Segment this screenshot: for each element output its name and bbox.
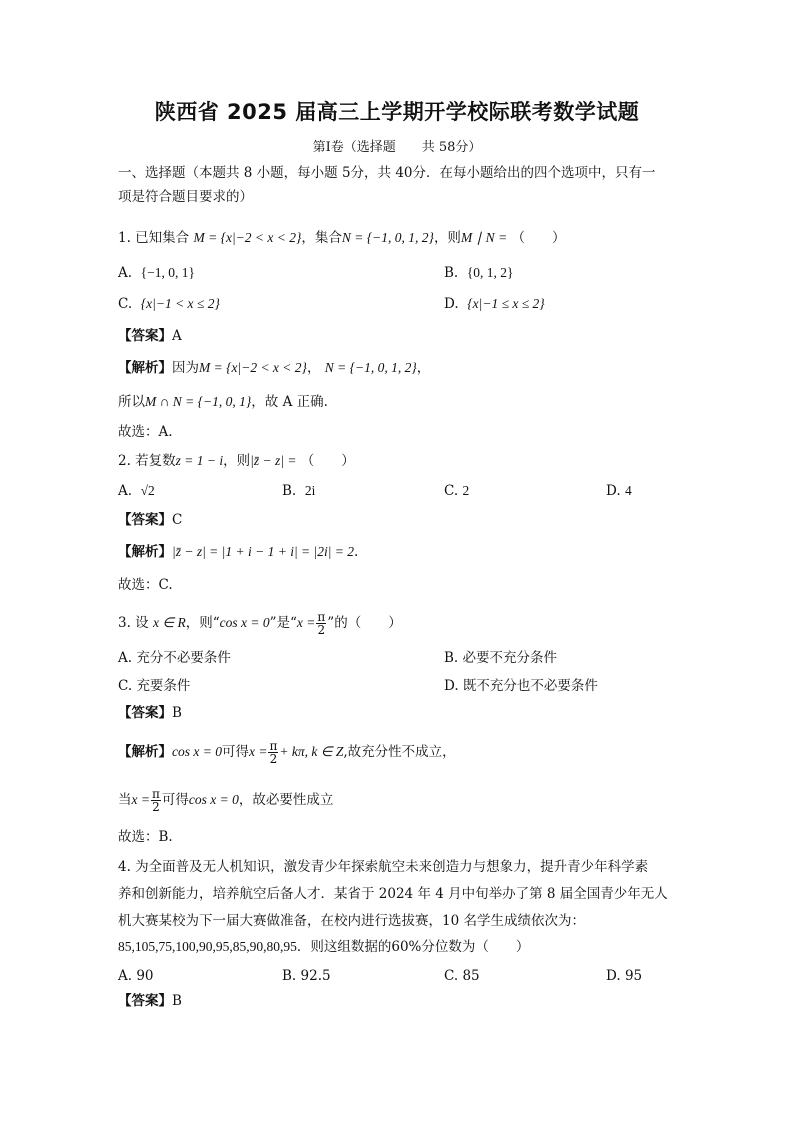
option-text: {0, 1, 2} — [466, 265, 514, 280]
option-label: C. — [444, 968, 459, 984]
q1-conclusion: 故选：A. — [118, 424, 173, 440]
q3-conclusion: 故选：B. — [118, 829, 173, 845]
q2-answer — [118, 510, 182, 530]
q1-paren: （ ） — [511, 230, 566, 246]
q4-line-3: 机大赛某校为下一届大赛做准备，在校内进行选拔赛，10 名学生成绩依次为： — [118, 913, 585, 929]
option-text: 充要条件 — [136, 678, 191, 694]
answer-tag: 【答案】 — [118, 512, 172, 528]
option-label: C. — [118, 296, 133, 312]
q4-option-a — [118, 966, 154, 986]
option-label: A. — [118, 265, 133, 281]
option-text: √2 — [140, 483, 155, 498]
q3-condition: cos x = 0 — [219, 615, 270, 630]
q1-set-M: M = {x|−2 < x < 2} — [193, 230, 302, 245]
option-label: A. — [118, 650, 133, 666]
option-label: B. — [282, 968, 297, 984]
answer-value: A — [172, 328, 182, 344]
option-text: 4 — [624, 483, 632, 498]
q3-analysis-line-1: 【解析】cos x = 0可得x = $\frac{\pi}{2}$ + kπ, k ∈ Z,故充分性不成立， — [118, 739, 456, 766]
answer-value: C — [172, 512, 183, 528]
q2-z-def: z = 1 − i — [175, 453, 224, 468]
q2-analysis: 【解析】|z̄ − z| = |1 + i − 1 + i| = |2i| = 2. — [118, 544, 359, 560]
q3-answer — [118, 703, 182, 723]
q1-analysis-line-2: 所以M ∩ N = {−1, 0, 1}，故 A 正确. — [118, 394, 328, 410]
q3-pi-over-2: $\frac{\pi}{2}$ — [317, 610, 326, 637]
q4-option-d — [606, 966, 642, 986]
q3-option-a — [118, 648, 231, 668]
q2-option-a — [118, 481, 155, 501]
q2-prefix: 2. 若复数 — [118, 453, 176, 469]
option-label: B. — [282, 483, 297, 499]
q1-analysis-line-1: 【解析】因为M = {x|−2 < x < 2}， N = {−1, 0, 1, 2}， — [118, 360, 431, 376]
option-text: 2 — [462, 483, 470, 498]
q4-line-4: 85,105,75,100,90,95,85,90,80,95．则这组数据的60%分位数为（ ） — [118, 939, 530, 955]
q1-ask-expr: M ∣ N = — [460, 230, 508, 245]
question-1 — [118, 228, 565, 248]
option-label: D. — [606, 483, 621, 499]
q1-option-b — [444, 263, 514, 283]
q4-line-2: 养和创新能力，培养航空后备人才．某省于 2024 年 4 月中旬举办了第 8 届全国青少年无人 — [118, 886, 668, 902]
page-title: 陕西省 2025 届高三上学期开学校际联考数学试题 — [154, 100, 640, 124]
option-label: D. — [606, 968, 621, 984]
option-label: C. — [118, 678, 133, 694]
option-text: {−1, 0, 1} — [140, 265, 195, 280]
q1-answer — [118, 326, 182, 346]
option-label: B. — [444, 265, 459, 281]
q3-domain: x ∈ R — [152, 615, 186, 630]
option-label: B. — [444, 650, 459, 666]
option-label: D. — [444, 296, 459, 312]
option-text: 既不充分也不必要条件 — [462, 678, 598, 694]
q2-ask-expr: |z̄ − z| = — [250, 453, 297, 468]
option-text: 92.5 — [300, 968, 331, 984]
q4-answer — [118, 991, 182, 1011]
option-text: {x|−1 ≤ x ≤ 2} — [467, 296, 545, 311]
answer-tag: 【答案】 — [118, 705, 172, 721]
section-subtitle: 第Ⅰ卷（选择题 共 58分） — [312, 140, 482, 155]
q1-ask-pre: ，则 — [433, 230, 461, 246]
analysis-tag: 【解析】 — [118, 544, 172, 560]
option-text: {x|−1 < x ≤ 2} — [140, 296, 220, 311]
question-3: 3. 设 x ∈ R，则“cos x = 0”是“x = $\frac{\pi}{2}$ ”的（ ） — [118, 610, 402, 637]
analysis-tag: 【解析】 — [118, 360, 172, 376]
q4-data: 85,105,75,100,90,95,85,90,80,95 — [118, 939, 297, 954]
option-text: 必要不充分条件 — [462, 650, 558, 666]
section-intro-line-1: 一、选择题（本题共 8 小题，每小题 5分，共 40分．在每小题给出的四个选项中，只有一 — [118, 165, 656, 181]
q1-option-c — [118, 294, 220, 314]
section-intro-line-2: 项是符合题目要求的） — [118, 189, 253, 205]
q3-prefix: 3. 设 — [118, 615, 149, 631]
option-text: 充分不必要条件 — [136, 650, 231, 666]
q1-set-N: N = {−1, 0, 1, 2} — [341, 230, 434, 245]
answer-tag: 【答案】 — [118, 993, 172, 1009]
q1-option-d — [444, 294, 545, 314]
q2-option-c — [444, 481, 469, 501]
q1-prefix: 1. 已知集合 — [118, 230, 190, 246]
q2-option-b — [282, 481, 315, 501]
answer-value: B — [172, 993, 182, 1009]
option-text: 2i — [304, 483, 316, 498]
analysis-tag: 【解析】 — [118, 744, 172, 760]
option-label: A. — [118, 483, 133, 499]
q3-analysis-line-2: 当x = $\frac{\pi}{2}$ 可得cos x = 0，故必要性成立 — [118, 787, 334, 814]
q4-line-1: 4. 为全面普及无人机知识，激发青少年探索航空未来创造力与想象力，提升青少年科学素 — [118, 859, 649, 875]
q3-option-c — [118, 676, 190, 696]
q2-option-d — [606, 481, 632, 501]
q2-ask-pre: ，则 — [223, 453, 251, 469]
q3-analysis-pi-over-2-b: $\frac{\pi}{2}$ — [151, 787, 160, 814]
option-label: D. — [444, 678, 459, 694]
option-text: 90 — [136, 968, 154, 984]
option-label: C. — [444, 483, 459, 499]
analysis-expr: |z̄ − z| = |1 + i − 1 + i| = |2i| = 2 — [172, 544, 355, 559]
q1-mid: ，集合 — [301, 230, 342, 246]
question-2 — [118, 451, 355, 471]
q2-paren: （ ） — [300, 453, 355, 469]
answer-tag: 【答案】 — [118, 328, 172, 344]
option-label: A. — [118, 968, 133, 984]
q1-option-a — [118, 263, 195, 283]
q2-conclusion: 故选：C. — [118, 577, 173, 593]
option-text: 95 — [624, 968, 643, 984]
q4-option-c — [444, 966, 480, 986]
answer-value: B — [172, 705, 182, 721]
q3-option-d — [444, 676, 598, 696]
option-text: 85 — [462, 968, 480, 984]
q3-analysis-pi-over-2: $\frac{\pi}{2}$ — [269, 739, 278, 766]
q3-option-b — [444, 648, 557, 668]
q4-option-b — [282, 966, 331, 986]
